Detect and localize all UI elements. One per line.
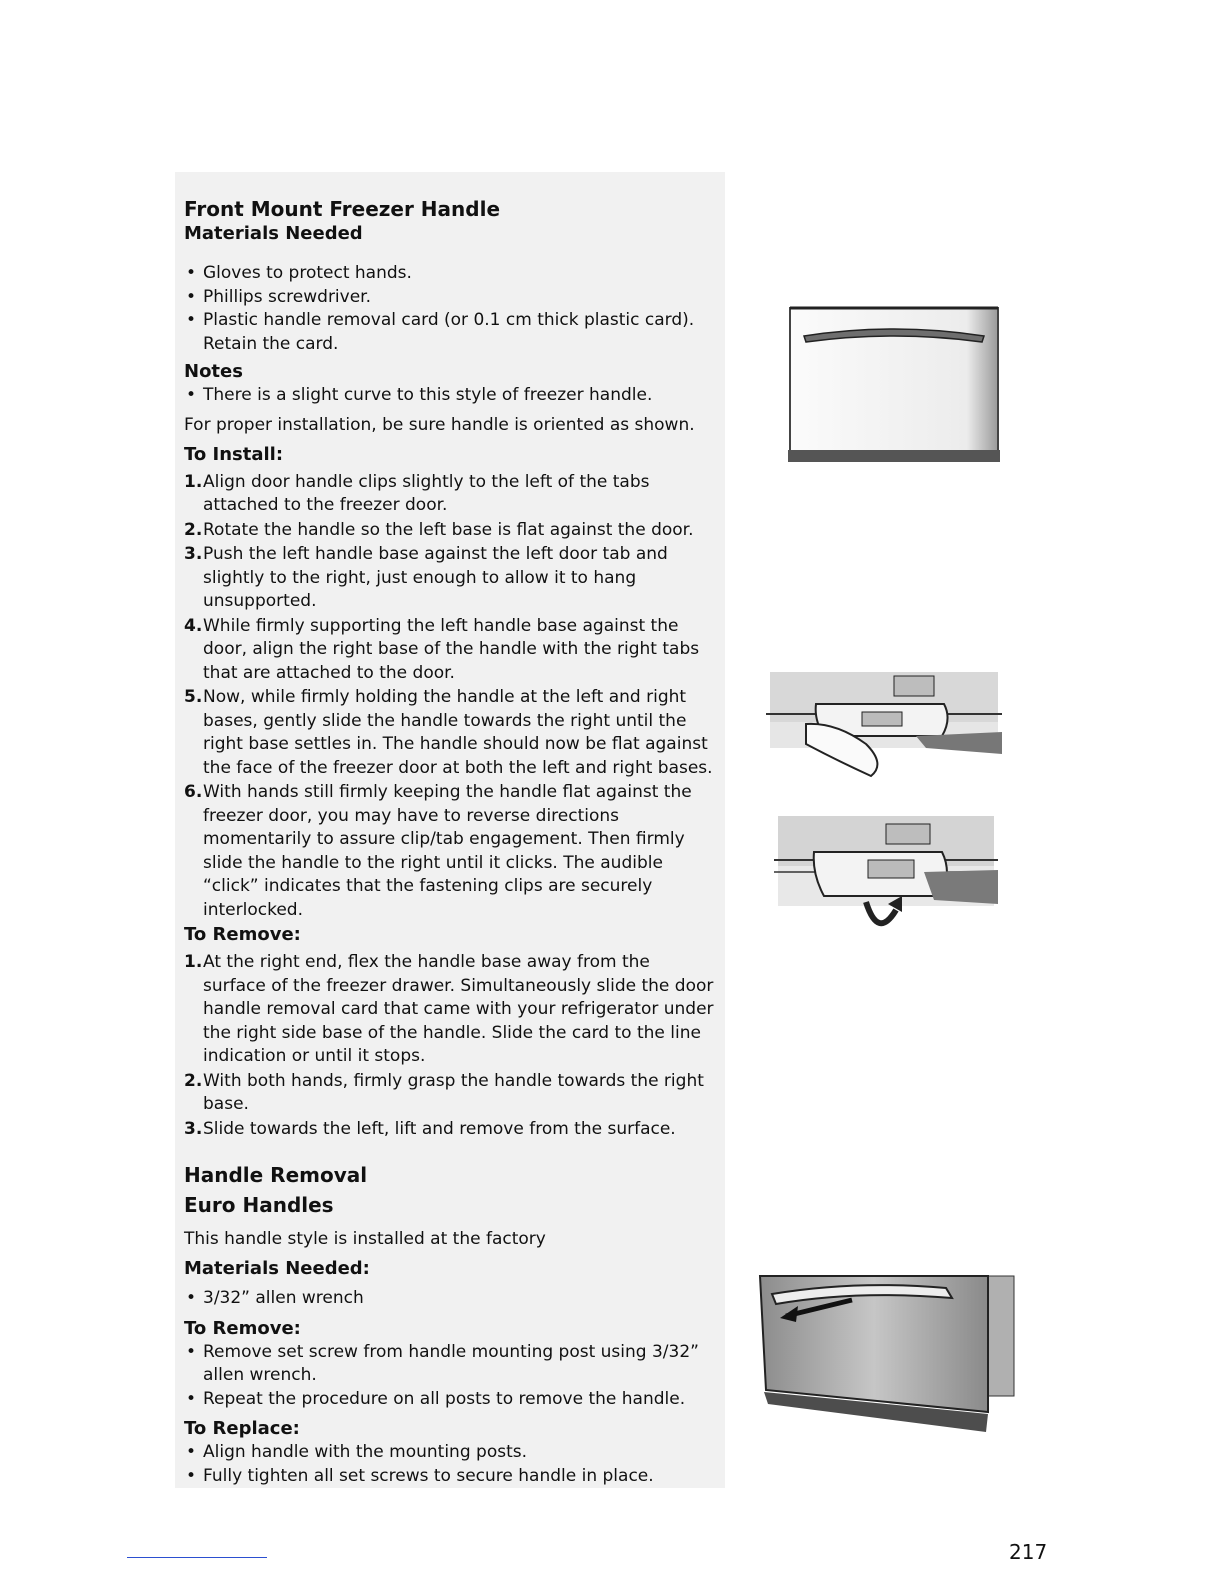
list-item: • Phillips screwdriver. [184, 286, 714, 310]
section-title-euro-handles: Euro Handles [184, 1193, 334, 1217]
remove-heading: To Remove: [184, 924, 301, 945]
remove-step: 3. Slide towards the left, lift and remove from the surface. [184, 1118, 676, 1139]
footer-rule [127, 1557, 267, 1558]
freezer-handle-orientation-figure [784, 302, 1004, 468]
install-step: 2. Rotate the handle so the left base is flat against the door. [184, 519, 694, 540]
euro-handle-figure [756, 1272, 1018, 1434]
remove-steps [184, 951, 714, 1141]
orientation-text: For proper installation, be sure handle is oriented as shown. [184, 414, 695, 435]
list-item: • Align handle with the mounting posts. [184, 1441, 714, 1465]
remove-step: 2. With both hands, firmly grasp the handle towards the right base. [184, 1070, 704, 1114]
euro-replace-heading: To Replace: [184, 1418, 300, 1439]
list-item: • Repeat the procedure on all posts to remove the handle. [184, 1388, 714, 1412]
instruction-content [184, 196, 714, 1488]
page-number: 217 [1009, 1540, 1048, 1564]
section-title-handle-removal: Handle Removal [184, 1163, 368, 1187]
remove-step: 1. At the right end, flex the handle base away from the surface of the freezer drawer. Simultaneously slide the door handle removal card that came with your refrigerator under the right side base of the handle. Slide the card to the line indication or until it stops. [184, 952, 714, 1066]
handle-clip-figure [774, 812, 998, 940]
list-item: • Gloves to protect hands. [184, 262, 714, 286]
install-step: 5. Now, while firmly holding the handle at the left and right bases, gently slide the handle towards the right until the right base settles in. The handle should now be flat against the face of the freezer door at both the left and right bases. [184, 687, 713, 778]
install-heading: To Install: [184, 443, 284, 465]
materials-heading: Materials Needed [184, 223, 363, 244]
euro-replace-list [184, 1441, 714, 1488]
list-item: • Plastic handle removal card (or 0.1 cm thick plastic card). Retain the card. [184, 309, 714, 356]
list-item: • 3/32” allen wrench [184, 1287, 714, 1311]
euro-remove-heading: To Remove: [184, 1317, 301, 1339]
list-item: • Fully tighten all set screws to secure handle in place. [184, 1465, 714, 1489]
handle-slide-figure [766, 664, 1002, 792]
section-title-front-mount: Front Mount Freezer Handle [184, 197, 501, 221]
euro-remove-list [184, 1341, 714, 1412]
euro-materials-heading: Materials Needed: [184, 1258, 370, 1279]
install-steps [184, 471, 714, 923]
euro-materials-list [184, 1287, 714, 1311]
list-item: • There is a slight curve to this style of freezer handle. [184, 384, 714, 408]
materials-list [184, 262, 714, 356]
install-step: 3. Push the left handle base against the left door tab and slightly to the right, just enough to allow it to hang unsupported. [184, 544, 668, 611]
notes-list [184, 384, 714, 408]
notes-heading: Notes [184, 361, 243, 382]
install-step: 6. With hands still firmly keeping the handle flat against the freezer door, you may have to reverse directions momentarily to assure clip/tab engagement. Then firmly slide the handle to the right until it clicks. The audible “click” indicates that the fastening clips are securely interlocked. [184, 782, 692, 920]
install-step: 1. Align door handle clips slightly to the left of the tabs attached to the freezer door. [184, 471, 650, 515]
install-step: 4. While firmly supporting the left handle base against the door, align the right base of the handle with the right tabs that are attached to the door. [184, 615, 700, 683]
list-item: • Remove set screw from handle mounting post using 3/32” allen wrench. [184, 1341, 714, 1388]
euro-intro-text: This handle style is installed at the factory [184, 1229, 546, 1249]
